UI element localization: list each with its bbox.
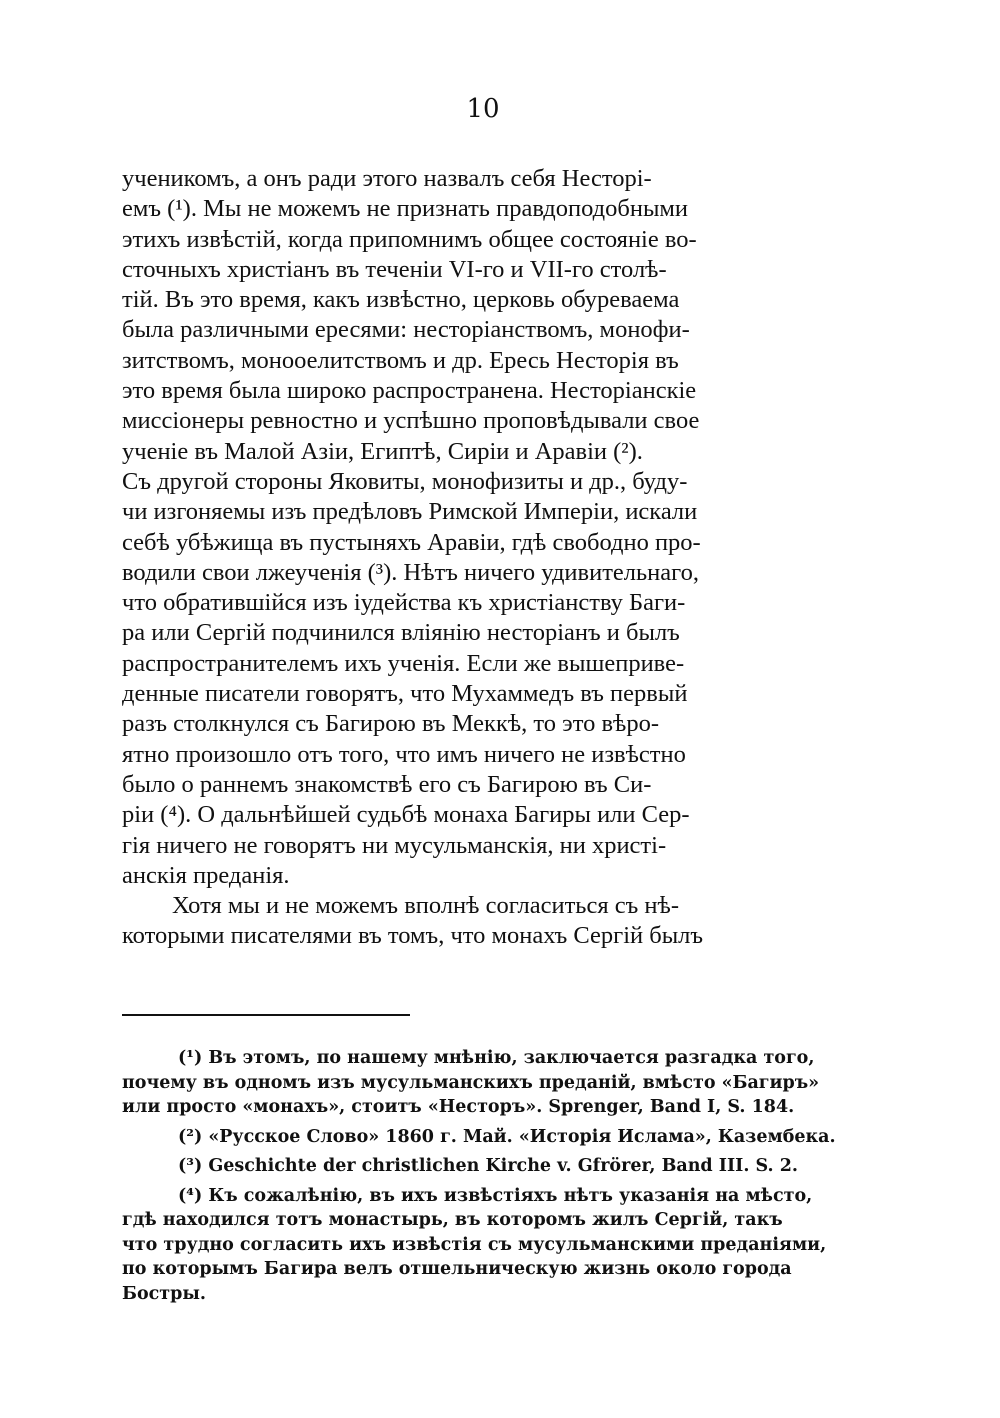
footnote-line: (¹) Въ этомъ, по нашему мнѣнiю, заключается разгадка того, — [178, 1048, 815, 1068]
footnotes — [122, 1046, 840, 1306]
footnote-3 — [122, 1154, 840, 1179]
body-line: анскiя преданiя. — [122, 861, 290, 889]
paragraph-start-line: Хотя мы и не можемъ вполнѣ согласиться съ нѣ- — [172, 892, 679, 920]
footnote-line: или просто «монахъ», стоитъ «Несторъ». Sprenger, Band I, S. 184. — [122, 1097, 795, 1117]
body-line: ученикомъ, а онъ ради этого назвалъ себя Несторi- — [122, 165, 652, 192]
body-line: этихъ извѣстiй, когда припомнимъ общее состоянiе во- — [122, 225, 697, 253]
body-text — [122, 164, 842, 952]
body-line: это время была широко распространена. Несторiанскiе — [122, 377, 697, 405]
footnote-line: что трудно согласить ихъ извѣстiя съ мусульманскими преданiями, — [122, 1234, 827, 1255]
body-line: емъ (¹). Мы не можемъ не признать правдоподобными — [122, 195, 689, 223]
body-line: тiй. Въ это время, какъ извѣстно, церковь обуреваема — [122, 286, 680, 314]
footnote-line: Бостры. — [122, 1283, 206, 1304]
footnote-line: по которымъ Багира велъ отшельническую жизнь около города — [122, 1259, 792, 1279]
footnote-4 — [122, 1184, 840, 1307]
body-line: рiи (⁴). О дальнѣйшей судьбѣ монаха Багиры или Сер- — [122, 801, 690, 829]
body-line: разъ столкнулся съ Багирою въ Меккѣ, то это вѣро- — [122, 710, 659, 738]
footnote-1 — [122, 1046, 840, 1120]
body-line: сточныхъ христiанъ въ теченiи VI-го и VII-го столѣ- — [122, 255, 667, 283]
body-line: миссiонеры ревностно и успѣшно проповѣдывали свое — [122, 407, 700, 435]
body-line: зитствомъ, монооелитствомъ и др. Ересь Несторiя въ — [122, 346, 679, 374]
footnote-line: (³) Geschichte der christlichen Kirche v. Gfrörer, Band III. S. 2. — [178, 1156, 798, 1176]
body-line: было о раннемъ знакомствѣ его съ Багирою въ Си- — [122, 770, 652, 798]
body-line: Съ другой стороны Яковиты, монофизиты и др., буду- — [122, 467, 688, 495]
body-line: была различными ересями: несторiанствомъ, монофи- — [122, 316, 690, 344]
page-number: 10 — [466, 94, 500, 124]
body-line: гiя ничего не говорятъ ни мусульманскiя, ни христi- — [122, 831, 667, 859]
body-line: ятно произошло отъ того, что имъ ничего не извѣстно — [122, 740, 686, 768]
body-line: что обратившiйся изъ iудейства къ христiанству Баги- — [122, 589, 686, 617]
footnote-line: почему въ одномъ изъ мусульманскихъ преданiй, вмѣсто «Багиръ» — [122, 1072, 820, 1093]
body-line: чи изгоняемы изъ предѣловъ Римской Имперiи, искали — [122, 498, 698, 526]
footnote-line: (²) «Русское Слово» 1860 г. Май. «Исторiя Ислама», Казембека. — [178, 1126, 836, 1147]
body-line: себѣ убѣжища въ пустыняхъ Аравiи, гдѣ свободно про- — [122, 528, 701, 556]
body-line: водили свои лжеученiя (³). Нѣтъ ничего удивительнаго, — [122, 558, 699, 586]
body-line: которыми писателями въ томъ, что монахъ Сергiй былъ — [122, 922, 704, 950]
body-line: денные писатели говорятъ, что Мухаммедъ въ первый — [122, 680, 688, 708]
footnote-divider — [122, 1014, 410, 1016]
footnote-2 — [122, 1125, 840, 1150]
footnote-line: (⁴) Къ сожалѣнiю, въ ихъ извѣстiяхъ нѣтъ указанiя на мѣсто, — [178, 1185, 813, 1206]
body-line: ра или Сергiй подчинился влiянiю несторiанъ и былъ — [122, 619, 680, 647]
body-line: ученiе въ Малой Азiи, Египтѣ, Сирiи и Аравiи (²). — [122, 437, 643, 465]
body-line: распространителемъ ихъ ученiя. Если же вышеприве- — [122, 649, 685, 677]
footnote-line: гдѣ находился тотъ монастырь, въ которомъ жилъ Сергiй, такъ — [122, 1210, 783, 1230]
